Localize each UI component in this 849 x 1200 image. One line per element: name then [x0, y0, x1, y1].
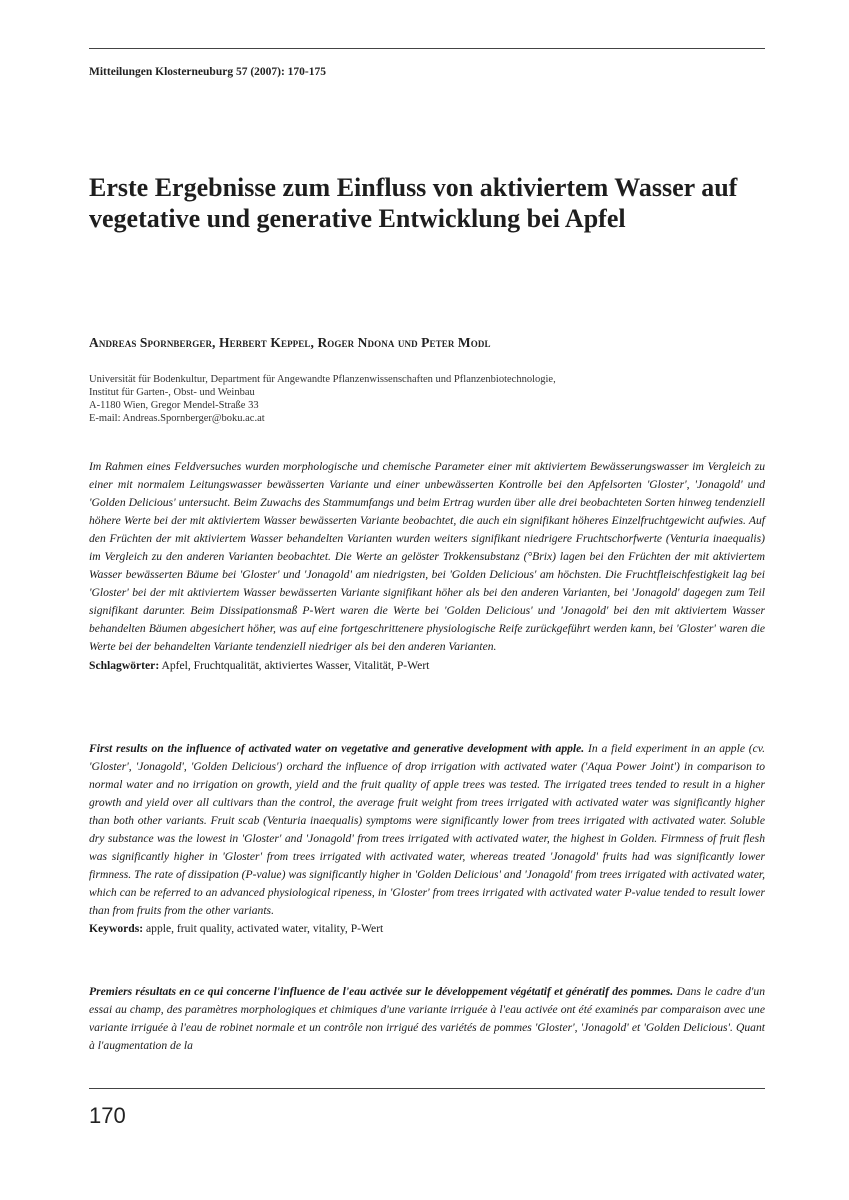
abstract-english [89, 740, 765, 939]
abstract-english-text: In a field experiment in an apple (cv. 'Gloster', 'Jonagold', 'Golden Delicious') orchard the influence of drop irrigation with activated water ('Aqua Power Joint') in comparison to normal water and no irrigation on growth, yield and the fruit quality of apple trees was tested. The irrigated trees tended to result in a higher growth and yield over all cultivars than the control, the average fruit weight from trees irrigated with activated water was significantly higher than both other variants. Fruit scab (Venturia inaequalis) symptoms were significantly lower from trees irrigated with activated water. Soluble dry substance was the lowest in 'Gloster' and 'Jonagold' from trees irrigated with activated water, the highest in Golden. Firmness of fruit flesh was significantly higher in 'Gloster' from trees irrigated with activated water, whereas treated 'Jonagold' fruits had was significantly lower firmness. The rate of dissipation (P-value) was significantly higher in 'Golden Delicious' and 'Jonagold' from trees irrigated with activated water, which can be referred to an advanced physiological ripeness, in 'Gloster' from trees irrigated with activated water P-value tended to result lower than from fruits from the other variants. [89, 742, 765, 918]
affiliation [89, 373, 556, 425]
abstract-english-body [89, 740, 765, 920]
author-conjunction: und [394, 335, 422, 350]
footer-rule [89, 1088, 765, 1089]
page-number: 170 [89, 1103, 126, 1128]
author-name: Roger Ndona [317, 335, 395, 350]
author-name: Herbert Keppel [219, 335, 311, 350]
header-rule [89, 48, 765, 49]
author-separator: , [212, 335, 219, 350]
abstract-french [89, 983, 765, 1055]
abstract-german-text: Im Rahmen eines Feldversuches wurden morphologische und chemische Parameter einer mit aktiviertem Bewässerungswasser im Vergleich zu einer mit normalem Leitungswasser bewässerten Variante und einer unbewässerten Kontrolle bei den Apfelsorten 'Gloster', 'Jonagold' und 'Golden Delicious' untersucht. Beim Zuwachs des Stammumfangs und beim Ertrag wurden über alle drei beobachteten Sorten hinweg tendenziell höhere Werte bei der mit aktiviertem Wasser bewässerten Variante beobachtet, die auch ein signifikant höheres Einzelfruchtgewicht aufwies. Auf den Früchten der mit aktiviertem Wasser behandelten Varianten wurden weiters signifikant niedrigere Fruchtschorfwerte (Venturia inaequalis) im Vergleich zu den anderen Varianten beobachtet. Die Werte an gelöster Trokkensubstanz (°Brix) lagen bei den Früchten der mit aktiviertem Wasser bewässerten Bäume bei 'Gloster' und 'Jonagold' am niedrigsten, bei 'Golden Delicious' am höchsten. Die Fruchtfleischfestigkeit lag bei 'Gloster' bei der mit aktiviertem Wasser bewässerten Variante signifikant höher als bei den anderen Varianten, bei 'Jonagold' dagegen zum Teil signifikant darunter. Beim Dissipationsmaß P-Wert waren die Werte bei 'Golden Delicious' und 'Jonagold' bei den mit aktiviertem Wasser behandelten Bäumen abgesichert höher, was auf eine fortgeschrittenere physiologische Reife zurückgeführt werden kann, bei 'Gloster' waren die Werte bei der behandelten Variante tendenziell niedriger als bei den anderen Varianten. [89, 460, 765, 654]
author-separator: , [310, 335, 318, 350]
author-name: Peter Modl [421, 335, 491, 350]
abstract-french-body [89, 983, 765, 1055]
keywords-german-list: Apfel, Fruchtqualität, aktiviertes Wasser, Vitalität, P-Wert [159, 658, 430, 672]
keywords-german-label: Schlagwörter: [89, 658, 160, 672]
affiliation-line: Universität für Bodenkultur, Department für Angewandte Pflanzenwissenschaften und Pflanzenbiotechnologie, [89, 374, 556, 385]
author-name: Andreas Spornberger [89, 335, 213, 350]
affiliation-line: Institut für Garten-, Obst- und Weinbau [89, 387, 255, 398]
affiliation-email: E-mail: Andreas.Spornberger@boku.ac.at [89, 413, 265, 424]
abstract-german [89, 458, 765, 675]
abstract-french-text: Dans le cadre d'un essai au champ, des paramètres morphologiques et chimiques d'une variante irriguée à l'eau activée ont été examinés par comparaison avec une variante irriguée à l'eau de robinet normale et un contrôle non irrigué des variétés de pommes 'Gloster', 'Jonagold' et 'Golden Delicious'. Quant à l'augmentation de la [89, 985, 765, 1053]
abstract-english-title: First results on the influence of activated water on vegetative and generative development with apple. [89, 742, 585, 755]
author-list [89, 335, 491, 351]
keywords-english-list: apple, fruit quality, activated water, vitality, P-Wert [143, 922, 384, 936]
journal-reference: Mitteilungen Klosterneuburg 57 (2007): 170-175 [89, 66, 327, 78]
article-title: Erste Ergebnisse zum Einfluss von aktiviertem Wasser auf vegetative und generative Entwicklung bei Apfel [89, 173, 738, 233]
keywords-english-label: Keywords: [89, 922, 144, 936]
keywords-german [89, 657, 765, 675]
abstract-french-title: Premiers résultats en ce qui concerne l'influence de l'eau activée sur le développement végétatif et génératif des pommes. [89, 985, 674, 998]
keywords-english [89, 920, 765, 938]
affiliation-line: A-1180 Wien, Gregor Mendel-Straße 33 [89, 400, 259, 411]
